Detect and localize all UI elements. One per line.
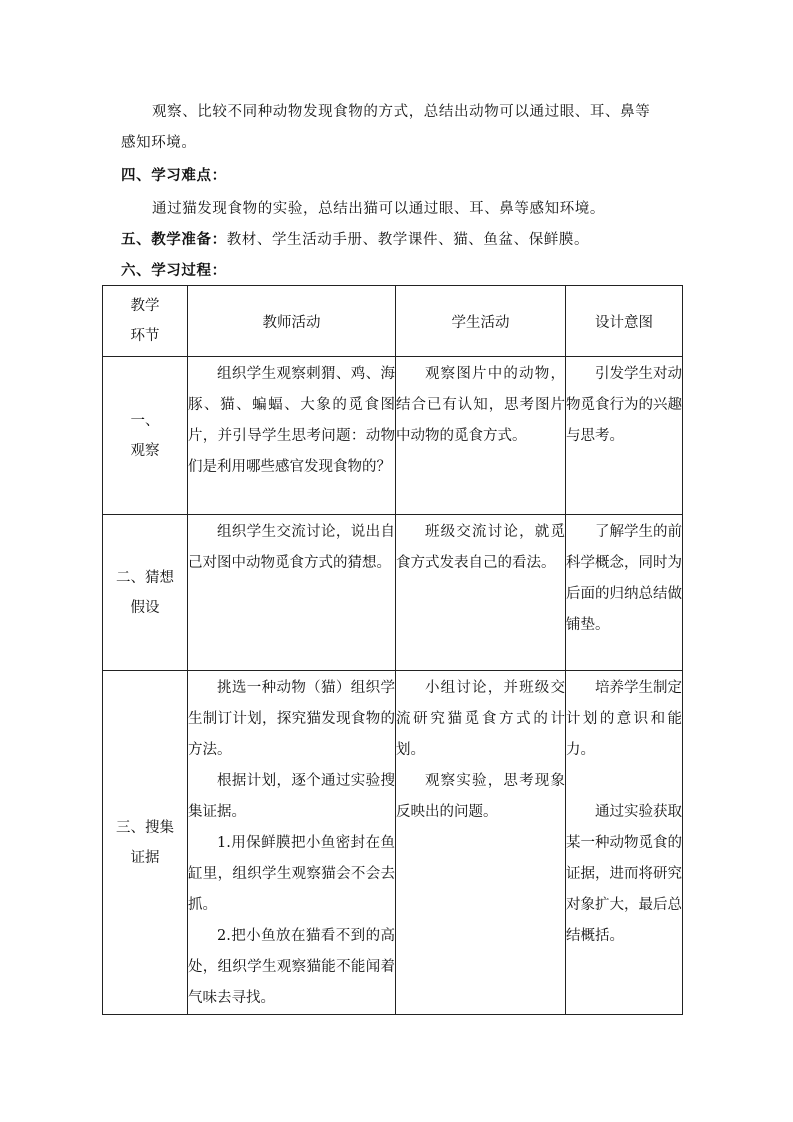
table-header-row — [103, 286, 683, 357]
table-row — [103, 671, 683, 1015]
stage-cell — [103, 515, 188, 671]
teacher-paragraph: 根据计划，逐个通过实验搜集证据。 — [188, 773, 395, 820]
header-stage — [103, 286, 188, 357]
header-stage-line-1: 教学 — [130, 298, 160, 314]
intro-line-1: 观察、比较不同种动物发现食物的方式，总结出动物可以通过眼、耳、鼻等 — [152, 104, 651, 120]
design-intent-cell — [566, 671, 683, 1015]
student-paragraph: 小组讨论，并班级交流研究猫觅食方式的计划。 — [396, 680, 565, 758]
difficulty-heading: 四、学习难点： — [121, 168, 227, 184]
preparation-line — [121, 228, 589, 249]
header-teacher: 教师活动 — [188, 286, 396, 357]
stage-cell — [103, 671, 188, 1015]
intro-line-2: 感知环境。 — [121, 135, 197, 151]
intent-paragraph: 了解学生的前科学概念，同时为后面的归纳总结做铺垫。 — [566, 524, 682, 633]
design-intent-cell — [566, 357, 683, 515]
stage-line-2: 观察 — [130, 442, 160, 459]
preparation-heading: 五、教学准备： — [121, 232, 227, 248]
stage-cell — [103, 357, 188, 515]
student-activity-cell — [396, 357, 566, 515]
intent-paragraph: 引发学生对动物觅食行为的兴趣与思考。 — [566, 366, 682, 444]
teacher-paragraph: 2.把小鱼放在猫看不到的高处，组织学生观察猫能不能闻着气味去寻找。 — [188, 928, 395, 1006]
student-paragraph: 观察图片中的动物，结合已有认知，思考图片中动物的觅食方式。 — [396, 366, 565, 444]
teacher-activity-cell — [188, 515, 396, 671]
stage-line-2: 证据 — [130, 849, 160, 866]
header-stage-line-2: 环节 — [130, 328, 160, 344]
teacher-paragraph: 1.用保鲜膜把小鱼密封在鱼缸里，组织学生观察猫会不会去抓。 — [188, 835, 395, 913]
student-paragraph: 观察实验，思考现象反映出的问题。 — [396, 773, 565, 820]
design-intent-cell — [566, 515, 683, 671]
teacher-activity-cell — [188, 357, 396, 515]
header-student: 学生活动 — [396, 286, 566, 357]
student-activity-cell — [396, 515, 566, 671]
teacher-paragraph: 组织学生交流讨论，说出自己对图中动物觅食方式的猜想。 — [188, 524, 395, 571]
stage-line-1: 一、 — [130, 412, 160, 429]
header-intent: 设计意图 — [566, 286, 683, 357]
process-table — [102, 285, 683, 1015]
teacher-paragraph: 挑选一种动物（猫）组织学生制订计划，探究猫发现食物的方法。 — [188, 680, 395, 758]
stage-line-1: 三、搜集 — [116, 819, 174, 836]
table-row — [103, 357, 683, 515]
teacher-paragraph: 组织学生观察刺猬、鸡、海豚、猫、蝙蝠、大象的觅食图片，并引导学生思考问题：动物们是利用哪些感官发现食物的？ — [188, 366, 395, 475]
intent-paragraph: 培养学生制定计划的意识和能力。 — [566, 680, 682, 758]
process-heading: 六、学习过程： — [121, 263, 227, 279]
preparation-text: 教材、学生活动手册、教学课件、猫、鱼盆、保鲜膜。 — [226, 232, 590, 248]
stage-line-2: 假设 — [130, 599, 160, 616]
intent-paragraph: 通过实验获取某一种动物觅食的证据，进而将研究对象扩大，最后总结概括。 — [566, 804, 682, 944]
student-activity-cell — [396, 671, 566, 1015]
stage-line-1: 二、猜想 — [116, 569, 174, 586]
student-paragraph: 班级交流讨论，就觅食方式发表自己的看法。 — [396, 524, 565, 571]
table-row — [103, 515, 683, 671]
teacher-activity-cell — [188, 671, 396, 1015]
difficulty-text: 通过猫发现食物的实验，总结出猫可以通过眼、耳、鼻等感知环境。 — [152, 201, 605, 217]
